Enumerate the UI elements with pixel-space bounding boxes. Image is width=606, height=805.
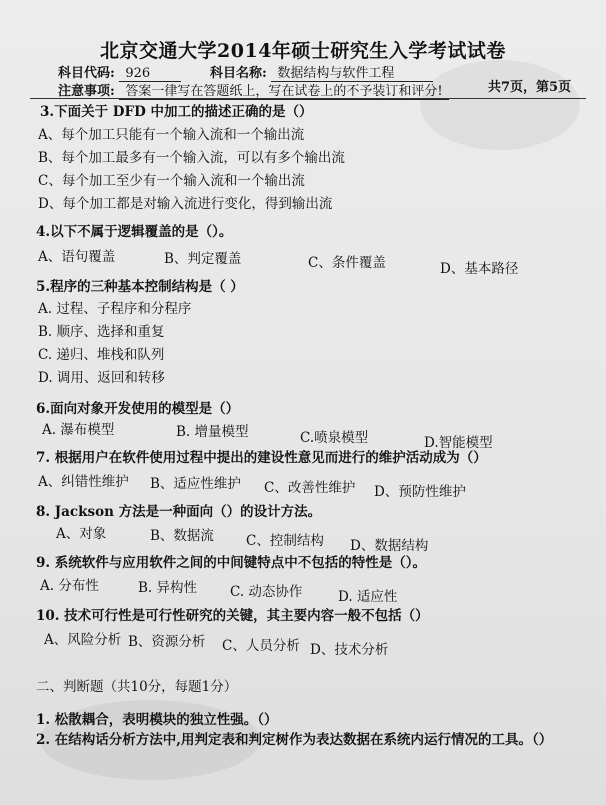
option: B. 顺序、选择和重复	[38, 324, 165, 340]
option: B、判定覆盖	[164, 251, 242, 267]
notice-text: 答案一律写在答题纸上，写在试卷上的不予装订和评分!	[119, 80, 448, 100]
option: C、控制结构	[246, 533, 324, 549]
option: A. 过程、子程序和分程序	[38, 301, 192, 317]
option: B、数据流	[150, 528, 214, 544]
option: C、条件覆盖	[308, 255, 386, 271]
section-heading: 二、判断题（共10分，每题1分）	[36, 679, 238, 695]
option: C.喷泉模型	[300, 430, 369, 446]
subject-name-value: 数据结构与软件工程	[271, 62, 433, 82]
option: B、适应性维护	[150, 476, 241, 492]
option: A. 分布性	[40, 578, 99, 594]
subject-code-label: 科目代码:	[58, 66, 115, 81]
subject-code	[58, 62, 181, 82]
notice	[58, 80, 449, 100]
option: C、改善性维护	[264, 480, 356, 496]
question-stem: 4.以下不属于逻辑覆盖的是（）。	[36, 224, 233, 240]
option: A、每个加工只能有一个输入流和一个输出流	[38, 127, 305, 143]
exam-title: 北京交通大学2014年硕士研究生入学考试试卷	[100, 40, 506, 62]
option: D.智能模型	[424, 435, 493, 451]
option: D、预防性维护	[374, 484, 466, 500]
option: A、语句覆盖	[38, 249, 116, 265]
page-count: 共7页，第5页	[488, 80, 572, 95]
option: B、资源分析	[128, 634, 206, 650]
option: B、每个加工最多有一个输入流，可以有多个输出流	[38, 150, 345, 166]
question-stem: 8. Jackson 方法是一种面向（）的设计方法。	[36, 504, 322, 520]
option: D、每个加工都是对输入流进行变化，得到输出流	[38, 196, 333, 212]
true-false-item: 2. 在结构话分析方法中,用判定表和判定树作为表达数据在系统内运行情况的工具。（）	[36, 732, 553, 748]
question-stem: 3.下面关于 DFD 中加工的描述正确的是（）	[40, 104, 313, 120]
subject-name-label: 科目名称:	[210, 66, 267, 81]
option: A、对象	[56, 526, 107, 542]
notice-label: 注意事项:	[58, 84, 115, 99]
option: C. 递归、堆栈和队列	[38, 347, 165, 363]
option: A、纠错性维护	[38, 474, 129, 490]
option: B. 增量模型	[176, 424, 249, 440]
option: A、风险分析	[44, 632, 122, 648]
option: B. 异构性	[138, 580, 198, 596]
option: C、人员分析	[222, 638, 300, 654]
option: C、每个加工至少有一个输入流和一个输出流	[38, 173, 305, 189]
option: C. 动态协作	[230, 584, 303, 600]
option: D、技术分析	[310, 642, 389, 658]
question-stem: 5.程序的三种基本控制结构是（ ）	[36, 279, 244, 295]
scan-smudge	[420, 60, 580, 150]
option: A. 瀑布模型	[42, 422, 115, 438]
option: D、数据结构	[350, 538, 429, 554]
subject-name	[210, 62, 433, 82]
subject-code-value: 926	[119, 66, 181, 82]
option: D、基本路径	[440, 261, 519, 277]
option: D. 适应性	[338, 589, 398, 605]
question-stem: 10. 技术可行性是可行性研究的关键，其主要内容一般不包括（）	[36, 608, 429, 624]
header-divider	[30, 98, 586, 99]
true-false-item: 1. 松散耦合，表明模块的独立性强。（）	[36, 712, 278, 728]
question-stem: 7. 根据用户在软件使用过程中提出的建设性意见而进行的维护活动成为（）	[36, 450, 487, 466]
question-stem: 6.面向对象开发使用的模型是（）	[36, 401, 240, 417]
option: D. 调用、返回和转移	[38, 370, 165, 386]
question-stem: 9. 系统软件与应用软件之间的中间键特点中不包括的特性是（）。	[36, 555, 427, 571]
